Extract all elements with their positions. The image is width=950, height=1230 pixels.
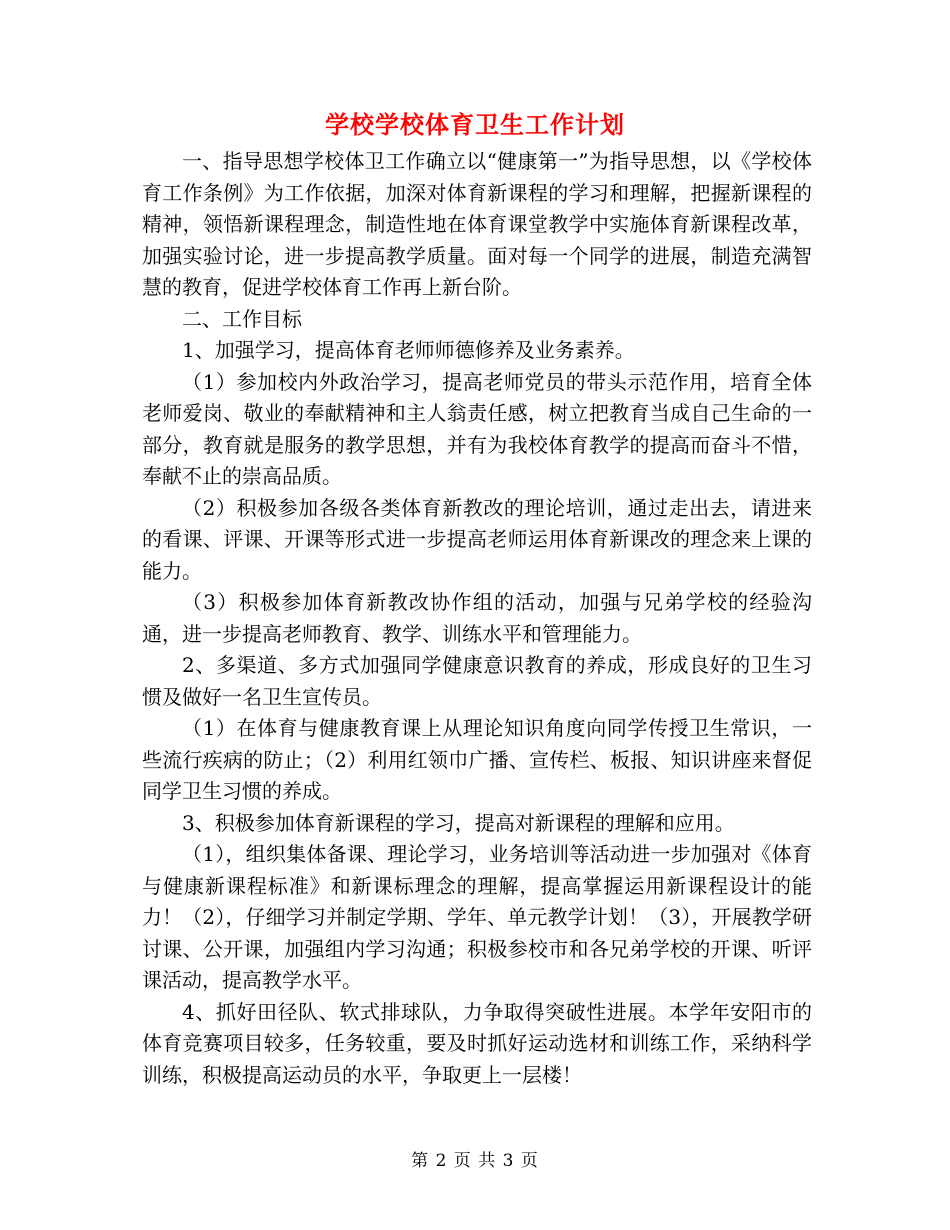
goal-1-heading: 1、加强学习，提高体育老师师德修养及业务素养。	[182, 338, 635, 362]
goal-1-item-2: （2）积极参加各级各类体育新教改的理论培训，通过走出去，请进来的看课、评课、开课等形式进一步提高老师运用体育新课改的理念来上课的能力。	[142, 495, 812, 583]
goal-1-item-3: （3）积极参加体育新教改协作组的活动，加强与兄弟学校的经验沟通，进一步提高老师教育、教学、训练水平和管理能力。	[142, 590, 812, 646]
goal-3-heading: 3、积极参加体育新课程的学习，提高对新课程的理解和应用。	[182, 810, 735, 835]
goal-2-items: （1）在体育与健康教育课上从理论知识角度向同学传授卫生常识，一些流行疾病的防止；（2）利用红领巾广播、宣传栏、板报、知识讲座来督促同学卫生习惯的养成。	[142, 716, 812, 803]
goal-3-items: （1），组织集体备课、理论学习，业务培训等活动进一步加强对《体育与健康新课程标准》和新课标理念的理解，提高掌握运用新课程设计的能力！（2），仔细学习并制定学期、学年、单元教学计划！（3），开展教学研讨课、公开课，加强组内学习沟通；积极参校市和各兄弟学校的开课、听评课活动，提高教学水平。	[142, 842, 812, 992]
goal-4-heading: 4、抓好田径队、软式排球队，力争取得突破性进展。本学年安阳市的体育竞赛项目较多，任务较重，要及时抓好运动选材和训练工作，采纳科学训练，积极提高运动员的水平，争取更上一层楼！	[142, 999, 812, 1087]
goal-1-item-1: （1）参加校内外政治学习，提高老师党员的带头示范作用，培育全体老师爱岗、敬业的奉献精神和主人翁责任感，树立把教育当成自己生命的一部分，教育就是服务的教学思想，并有为我校体育教学的提高而奋斗不惜，奉献不止的崇高品质。	[142, 369, 812, 488]
document-title: 学校学校体育卫生工作计划	[325, 110, 625, 139]
page-number-footer: 第 2 页 共 3 页	[411, 1151, 539, 1171]
heading-work-goals: 二、工作目标	[182, 306, 302, 331]
document-body	[142, 146, 812, 1091]
paragraph-guiding-ideology: 一、指导思想学校体卫工作确立以“健康第一”为指导思想，以《学校体育工作条例》为工作依据，加深对体育新课程的学习和理解，把握新课程的精神，领悟新课程理念，制造性地在体育课堂教学中实施体育新课程改革，加强实验讨论，进一步提高教学质量。面对每一个同学的进展，制造充满智慧的教育，促进学校体育工作再上新台阶。	[142, 149, 812, 299]
goal-2-heading: 2、多渠道、多方式加强同学健康意识教育的养成，形成良好的卫生习惯及做好一名卫生宣传员。	[142, 653, 812, 709]
